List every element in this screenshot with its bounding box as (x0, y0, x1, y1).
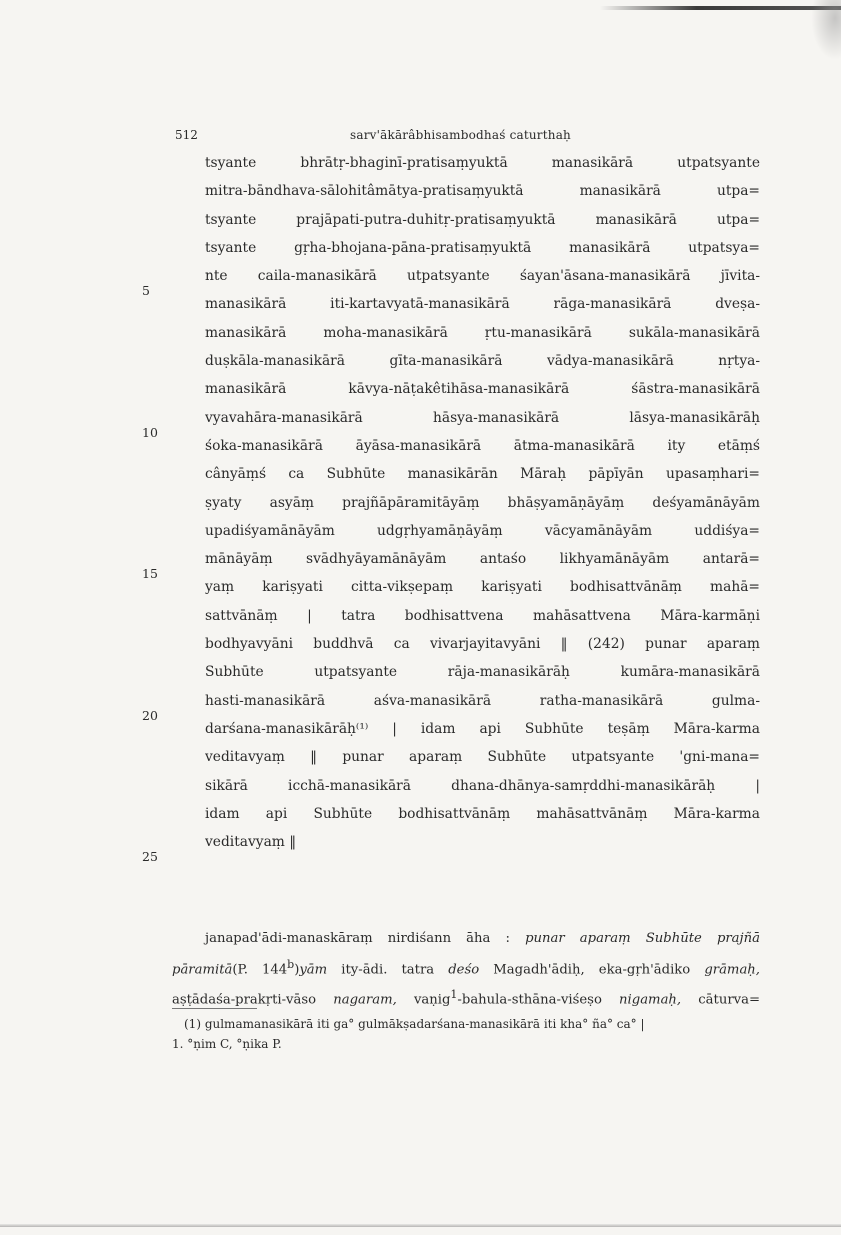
text-line: sikārā icchā-manasikārā dhana-dhānya-samṛddhi-manasikārāḥ | (205, 777, 760, 794)
text-line: sattvānāṃ | tatra bodhisattvena mahāsattvena Māra-karmāṇi (205, 607, 760, 624)
text-line: cânyāṃś ca Subhūte manasikārān Māraḥ pāpīyān upasaṃhari= (205, 466, 760, 483)
commentary-text: aṣṭādaśa-prakṛti-vāso (172, 992, 334, 1008)
commentary-lemma: yām (299, 961, 328, 977)
line-number: 5 (142, 283, 150, 298)
scan-smudge (811, 0, 841, 60)
commentary-text: -bahula-sthāna-viśeṣo (457, 992, 620, 1008)
text-line: manasikārā iti-kartavyatā-manasikārā rāga-manasikārā dveṣa- (205, 296, 760, 313)
commentary-lemma: punar aparaṃ Subhūte prajñā (525, 931, 760, 946)
footnote: (1) gulmamanasikārā iti ga° gulmākṣadarśana-manasikārā iti kha° ña° ca° | (184, 1017, 645, 1031)
line-number: 15 (142, 566, 158, 581)
text-line: upadiśyamānāyām udgṛhyamāṇāyāṃ vācyamānāyām uddiśya= (205, 522, 760, 539)
footnote: 1. °ṇim C, °ṇika P. (172, 1037, 282, 1051)
line-number: 25 (142, 849, 158, 864)
text-line: manasikārā kāvya-nāṭakêtihāsa-manasikārā śāstra-manasikārā (205, 381, 760, 398)
commentary-line (172, 952, 760, 983)
commentary-text: janapad'ādi-manaskāraṃ nirdiśann āha : (205, 931, 510, 946)
commentary-lemma: grāmaḥ, (704, 961, 760, 977)
commentary-lemma: nagaram, (333, 992, 397, 1008)
running-head (0, 126, 841, 146)
commentary-lemma: deśo (448, 961, 480, 977)
line-number: 20 (142, 708, 158, 723)
text-line: idam api Subhūte bodhisattvānāṃ mahāsattvānāṃ Māra-karma (205, 805, 760, 822)
commentary-line (172, 982, 760, 1013)
page-reference: (P. 144 (232, 961, 288, 977)
page-reference-sup: b (287, 957, 295, 971)
commentary-text: vaṇig (396, 992, 451, 1008)
text-line: tsyante gṛha-bhojana-pāna-pratisaṃyuktā manasikārā utpatsya= (205, 239, 760, 256)
text-line: tsyante prajāpati-putra-duhitṛ-pratisaṃyuktā manasikārā utpa= (205, 211, 760, 228)
text-line: manasikārā moha-manasikārā ṛtu-manasikārā sukāla-manasikārā (205, 324, 760, 341)
text-line: vyavahāra-manasikārā hāsya-manasikārā lāsya-manasikārāḥ (205, 409, 760, 426)
text-line: hasti-manasikārā aśva-manasikārā ratha-manasikārā gulma- (205, 692, 760, 709)
running-title: sarv'ākārâbhisambodhaś caturthaḥ (350, 128, 571, 142)
text-line: veditavyaṃ ‖ (205, 834, 297, 851)
footnote-divider (172, 1008, 257, 1009)
text-line: tsyante bhrātṛ-bhaginī-pratisaṃyuktā manasikārā utpatsyante (205, 155, 760, 171)
footnote-marker: 1 (450, 988, 458, 1002)
text-line: veditavyaṃ ‖ punar aparaṃ Subhūte utpatsyante 'gni-mana= (205, 749, 760, 766)
scan-edge-bottom (0, 1224, 841, 1227)
commentary-line (172, 926, 760, 952)
commentary-lemma: pāramitā (172, 961, 233, 977)
main-text (205, 149, 760, 856)
text-line: bodhyavyāni buddhvā ca vivarjayitavyāni ‖ (242) punar aparaṃ (205, 636, 760, 653)
scan-edge-top (600, 6, 841, 10)
text-line: mānāyāṃ svādhyāyamānāyām antaśo likhyamānāyām antarā= (205, 551, 760, 568)
text-line: Subhūte utpatsyante rāja-manasikārāḥ kumāra-manasikārā (205, 664, 760, 681)
footnotes (172, 1014, 732, 1054)
line-number: 10 (142, 425, 158, 440)
page-number: 512 (175, 128, 198, 142)
text-line: darśana-manasikārāḥ⁽¹⁾ | idam api Subhūte teṣāṃ Māra-karma (205, 720, 760, 737)
commentary-lemma: nigamaḥ, (619, 992, 682, 1008)
text-line: ṣyaty asyāṃ prajñāpāramitāyāṃ bhāṣyamāṇāyāṃ deśyamānāyām (205, 494, 760, 511)
commentary (172, 926, 760, 1013)
page-reference-close: ) (294, 961, 300, 977)
commentary-text: Magadh'ādiḥ, eka-gṛh'ādiko (479, 961, 705, 977)
text-line: nte caila-manasikārā utpatsyante śayan'āsana-manasikārā jīvita- (205, 268, 760, 285)
text-line: śoka-manasikārā āyāsa-manasikārā ātma-manasikārā ity etāṃś (205, 437, 760, 454)
commentary-text: cāturva= (681, 992, 760, 1008)
commentary-text: ity-ādi. tatra (327, 961, 449, 977)
text-line: yaṃ kariṣyati citta-vikṣepaṃ kariṣyati bodhisattvānāṃ mahā= (205, 579, 760, 596)
text-line: mitra-bāndhava-sālohitâmātya-pratisaṃyuktā manasikārā utpa= (205, 183, 760, 200)
text-line: duṣkāla-manasikārā gīta-manasikārā vādya-manasikārā nṛtya- (205, 353, 760, 370)
